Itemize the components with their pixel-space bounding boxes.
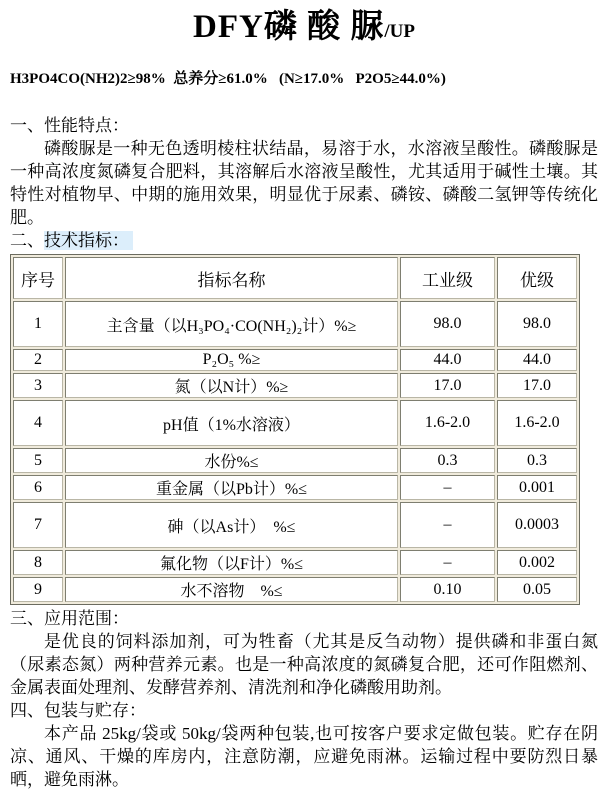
table-row: [13, 301, 577, 347]
row-premium-value: 0.001: [497, 475, 577, 500]
row-industrial-value: 1.6-2.0: [400, 400, 495, 446]
row-name: P₂O₅ %≥: [65, 349, 398, 371]
row-industrial-value: –: [400, 550, 495, 575]
row-no: 7: [13, 502, 63, 548]
row-name: 氮（以N计）%≥: [65, 373, 398, 398]
application-paragraph: 是优良的饲料添加剂，可为牲畜（尤其是反刍动物）提供磷和非蛋白氮（尿素态氮）两种营养元素。也是一种高浓度的氮磷复合肥，还可作阻燃剂、金属表面处理剂、发酵营养剂、清洗剂和净化磷酸用助剂。: [10, 632, 598, 697]
row-no: 8: [13, 550, 63, 575]
table-row: [13, 502, 577, 548]
section-heading-packaging: 四、包装与贮存：: [10, 701, 146, 720]
column-header-no: 序号: [13, 257, 63, 299]
table-row: [13, 400, 577, 446]
row-premium-value: 0.0003: [497, 502, 577, 548]
row-no: 1: [13, 301, 63, 347]
table-row: [13, 550, 577, 575]
row-industrial-value: 44.0: [400, 349, 495, 371]
row-no: 4: [13, 400, 63, 446]
row-premium-value: 44.0: [497, 349, 577, 371]
row-name: pH值（1%水溶液）: [65, 400, 398, 446]
section-heading-tech: [10, 229, 598, 252]
row-industrial-value: 0.10: [400, 577, 495, 602]
page-title-main: DFY磷 酸 脲: [193, 9, 385, 45]
table-row: [13, 577, 577, 602]
row-name: 水份%≤: [65, 448, 398, 473]
column-header-industrial: 工业级: [400, 257, 495, 299]
page-title-suffix: /UP: [384, 21, 415, 42]
row-name: 氟化物（以F计）%≤: [65, 550, 398, 575]
row-premium-value: 17.0: [497, 373, 577, 398]
row-industrial-value: 98.0: [400, 301, 495, 347]
row-no: 6: [13, 475, 63, 500]
section-heading-application: 三、应用范围：: [10, 609, 129, 628]
row-no: 2: [13, 349, 63, 371]
table-row: [13, 475, 577, 500]
section-heading-performance: 一、性能特点：: [10, 116, 129, 135]
row-name: 重金属（以Pb计）%≤: [65, 475, 398, 500]
section-heading-tech-prefix: 二、: [10, 231, 44, 250]
row-industrial-value: –: [400, 502, 495, 548]
row-premium-value: 0.3: [497, 448, 577, 473]
formula-line: H3PO4CO(NH2)2≥98% 总养分≥61.0% (N≥17.0% P2O5≥44.0%): [10, 71, 446, 87]
section-heading-tech-highlighted: 技术指标：: [44, 231, 133, 250]
table-row: [13, 373, 577, 398]
row-name: 水不溶物 %≤: [65, 577, 398, 602]
row-no: 5: [13, 448, 63, 473]
row-name: 主含量（以H₃PO₄·CO(NH₂)₂计）%≥: [65, 301, 398, 347]
row-no: 3: [13, 373, 63, 398]
row-industrial-value: –: [400, 475, 495, 500]
column-header-premium: 优级: [497, 257, 577, 299]
table-header-row: [13, 257, 577, 299]
row-premium-value: 98.0: [497, 301, 577, 347]
row-industrial-value: 17.0: [400, 373, 495, 398]
row-premium-value: 1.6-2.0: [497, 400, 577, 446]
row-industrial-value: 0.3: [400, 448, 495, 473]
row-premium-value: 0.05: [497, 577, 577, 602]
tech-specs-table: [10, 254, 580, 605]
column-header-name: 指标名称: [65, 257, 398, 299]
table-row: [13, 448, 577, 473]
performance-paragraph: 磷酸脲是一种无色透明棱柱状结晶，易溶于水，水溶液呈酸性。磷酸脲是一种高浓度氮磷复合肥料，其溶解后水溶液呈酸性，尤其适用于碱性土壤。其特性对植物早、中期的施用效果，明显优于尿素、磷铵、磷酸二氢钾等传统化肥。: [10, 139, 598, 227]
row-premium-value: 0.002: [497, 550, 577, 575]
page-title: [10, 6, 598, 53]
row-no: 9: [13, 577, 63, 602]
row-name: 砷（以As计） %≤: [65, 502, 398, 548]
packaging-paragraph: 本产品 25kg/袋或 50kg/袋两种包装,也可按客户要求定做包装。贮存在阴凉、通风、干燥的库房内，注意防潮，应避免雨淋。运输过程中要防烈日暴晒，避免雨淋。: [10, 724, 598, 789]
table-row: [13, 349, 577, 371]
